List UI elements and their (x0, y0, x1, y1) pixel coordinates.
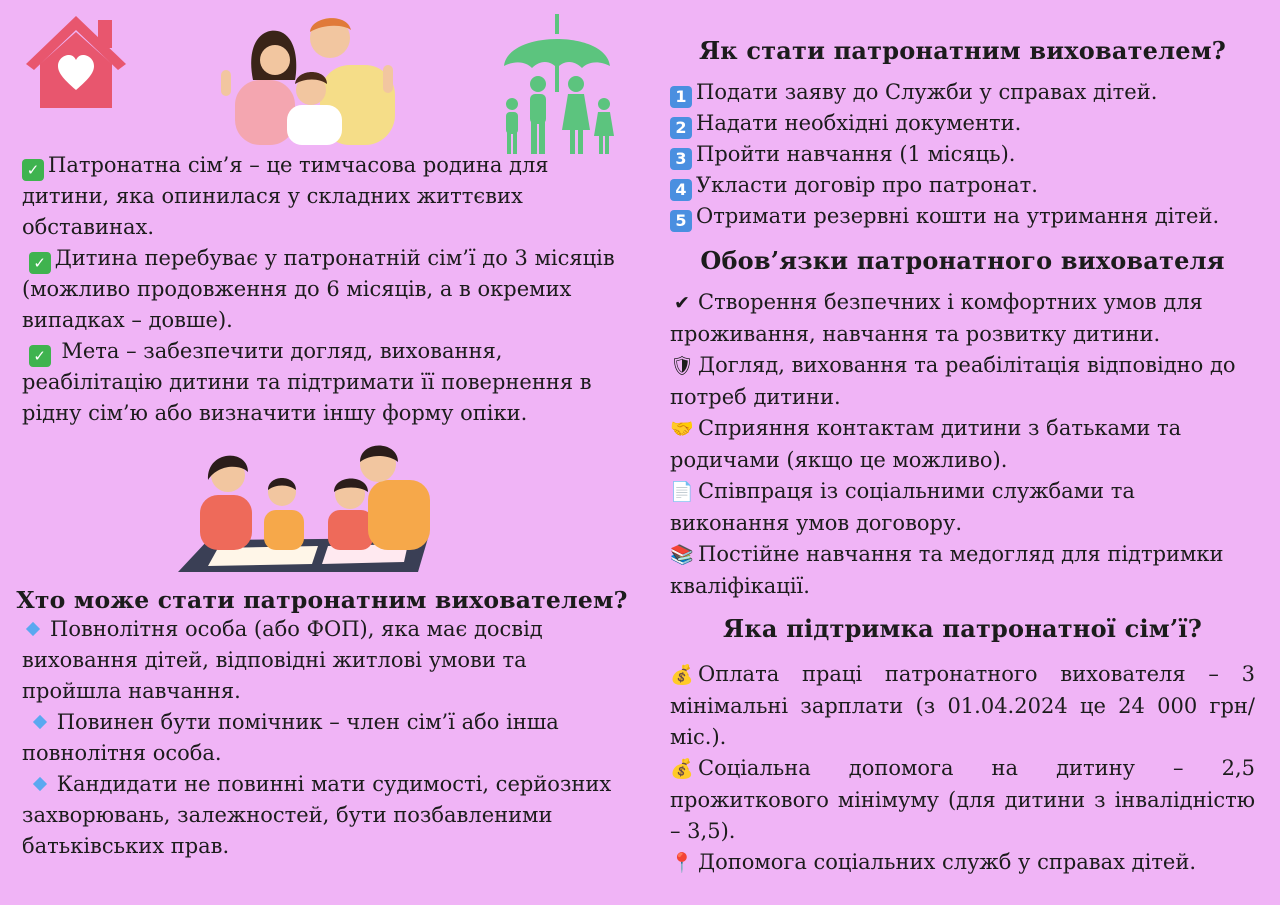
umbrella-family-icon (498, 12, 616, 157)
how-title: Як стати патронатним вихователем? (698, 36, 1227, 65)
blue-diamond-icon (33, 777, 47, 791)
duties-title: Обов’язки патронатного вихователя (700, 246, 1225, 275)
who-item: Кандидати не повинні мати судимості, серйозних захворювань, залежностей, бути позбавленими батьківських прав. (22, 772, 612, 858)
number-3-icon: 3 (670, 148, 692, 170)
support-item: 💰 Соціальна допомога на дитину – 2,5 прожиткового мінімуму (для дитини з інвалідністю – 3,5). (670, 756, 1255, 843)
checkmark-icon: ✔ (674, 292, 690, 314)
check-icon: ✓ (22, 159, 44, 181)
shield-icon: 🛡 (670, 355, 695, 377)
family-drawing-illustration (178, 440, 436, 575)
money-bag-icon: 💰 (670, 758, 694, 780)
duty-item: 📄 Співпраця із соціальними службами та виконання умов договору. (670, 479, 1135, 535)
duty-item: 🤝 Сприяння контактам дитини з батьками та родичами (якщо це можливо). (670, 416, 1182, 472)
support-item: 📍 Допомога соціальних служб у справах дітей. (670, 847, 1255, 879)
handshake-icon: 🤝 (670, 418, 694, 440)
intro-item: ✓ Патронатна сім’я – це тимчасова родина для дитини, яка опинилася у складних життєвих обставинах. (22, 153, 549, 239)
number-2-icon: 2 (670, 117, 692, 139)
duties-list (670, 287, 1255, 602)
how-steps-list (670, 77, 1255, 232)
who-section (16, 586, 628, 862)
books-icon: 📚 (670, 544, 694, 566)
support-list (670, 659, 1255, 879)
who-title: Хто може стати патронатним вихователем? (16, 586, 628, 614)
pin-icon: 📍 (670, 852, 694, 874)
how-step: 3 Пройти навчання (1 місяць). (670, 139, 1255, 170)
duty-item: ✔ Створення безпечних і комфортних умов для проживання, навчання та розвитку дитини. (670, 290, 1203, 346)
blue-diamond-icon (33, 715, 47, 729)
family-illustration (215, 10, 400, 145)
how-step: 2 Надати необхідні документи. (670, 108, 1255, 139)
number-5-icon: 5 (670, 210, 692, 232)
house-heart-icon (22, 12, 130, 112)
check-icon: ✓ (29, 345, 51, 367)
support-title: Яка підтримка патронатної сім’ї? (723, 614, 1202, 643)
number-4-icon: 4 (670, 179, 692, 201)
intro-item: ✓ Мета – забезпечити догляд, виховання, реабілітацію дитини та підтримати її повернення в рідну сім’ю або визначити іншу форму опіки. (22, 339, 592, 425)
intro-item: ✓ Дитина перебуває у патронатній сім’ї до 3 місяців (можливо продовження до 6 місяців, а в окремих випадках – довше). (22, 246, 615, 332)
right-column (670, 36, 1255, 879)
how-step: 1 Подати заяву до Служби у справах дітей. (670, 77, 1255, 108)
support-item: 💰 Оплата праці патронатного вихователя – 3 мінімальні зарплати (з 01.04.2024 це 24 000 грн/міс.). (670, 662, 1255, 749)
how-step: 4 Укласти договір про патронат. (670, 170, 1255, 201)
intro-section (22, 150, 632, 429)
duty-item: 🛡 Догляд, виховання та реабілітація відповідно до потреб дитини. (670, 353, 1236, 409)
blue-diamond-icon (26, 622, 40, 636)
money-bag-icon: 💰 (670, 664, 694, 686)
duty-item: 📚 Постійне навчання та медогляд для підтримки кваліфікації. (670, 542, 1224, 598)
who-item: Повинен бути помічник – член сім’ї або інша повнолітня особа. (22, 710, 559, 765)
check-icon: ✓ (29, 252, 51, 274)
document-icon: 📄 (670, 481, 694, 503)
who-item: Повнолітня особа (або ФОП), яка має досвід виховання дітей, відповідні житлові умови та пройшла навчання. (22, 617, 543, 703)
number-1-icon: 1 (670, 86, 692, 108)
how-step: 5 Отримати резервні кошти на утримання дітей. (670, 201, 1255, 232)
